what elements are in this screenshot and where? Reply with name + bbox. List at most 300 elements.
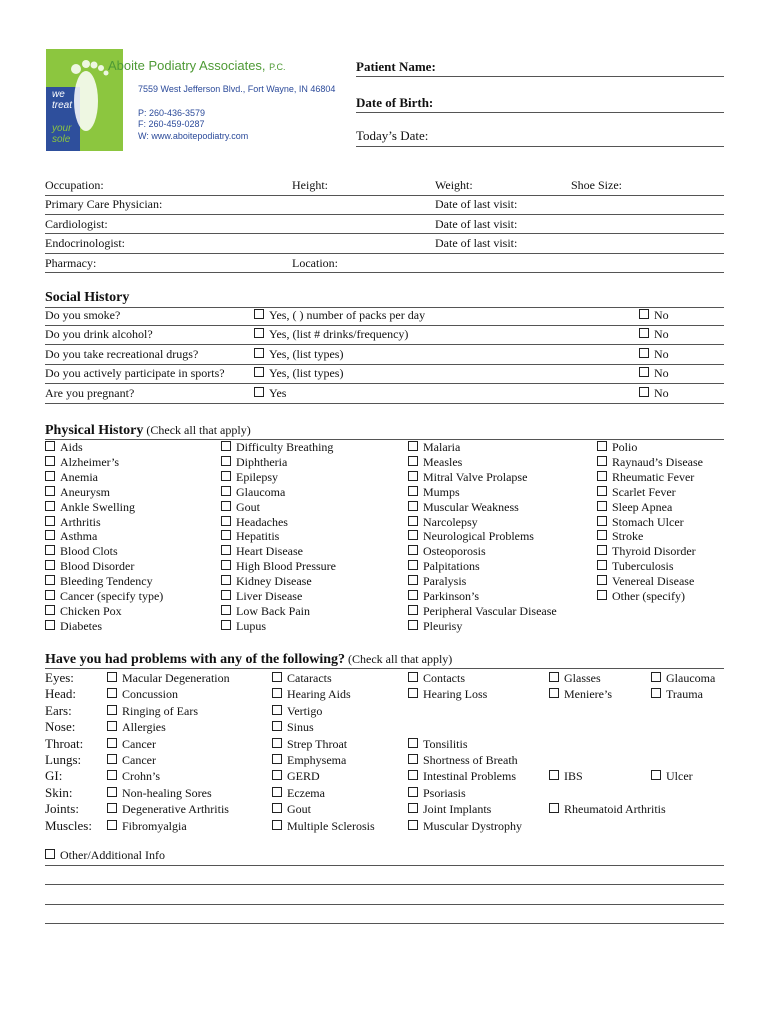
- occupation-field[interactable]: [45, 195, 724, 196]
- option-label: Degenerative Arthritis: [122, 802, 229, 817]
- option-label: Diabetes: [60, 618, 102, 633]
- checkbox[interactable]: [272, 803, 282, 813]
- checkbox[interactable]: [597, 516, 607, 526]
- problems-column-3: [408, 670, 522, 834]
- option-label: Scarlet Fever: [612, 484, 676, 499]
- patient-name-field[interactable]: [356, 76, 724, 77]
- condition-checkbox-item[interactable]: [597, 529, 703, 544]
- checkbox[interactable]: [221, 516, 231, 526]
- option-label: Pleurisy: [423, 618, 463, 633]
- condition-checkbox-item[interactable]: [597, 500, 703, 515]
- condition-checkbox-item[interactable]: [597, 589, 703, 604]
- checkbox[interactable]: [107, 721, 117, 731]
- option-label: GERD: [287, 769, 320, 784]
- social-yes-option[interactable]: [254, 327, 408, 342]
- option-label: Epilepsy: [236, 469, 278, 484]
- checkbox[interactable]: [272, 721, 282, 731]
- practice-phone: P: 260-436-3579: [138, 108, 206, 118]
- condition-checkbox-item[interactable]: [45, 515, 163, 530]
- checkbox[interactable]: [221, 441, 231, 451]
- problem-checkbox-item[interactable]: [272, 670, 375, 686]
- condition-checkbox-item[interactable]: [597, 485, 703, 500]
- condition-checkbox-item[interactable]: [408, 559, 557, 574]
- problem-checkbox-item[interactable]: [272, 719, 375, 735]
- problem-checkbox-item[interactable]: [272, 686, 375, 702]
- cardiologist-field[interactable]: [45, 233, 724, 234]
- option-label: Venereal Disease: [612, 574, 695, 589]
- checkbox[interactable]: [408, 688, 418, 698]
- social-row-rule: [45, 383, 724, 384]
- condition-checkbox-item[interactable]: [597, 470, 703, 485]
- problem-checkbox-item[interactable]: [107, 752, 230, 768]
- checkbox[interactable]: [408, 441, 418, 451]
- todays-date-label: Today’s Date:: [356, 128, 429, 143]
- condition-checkbox-item[interactable]: [45, 455, 163, 470]
- problem-checkbox-item[interactable]: [107, 719, 230, 735]
- checkbox[interactable]: [221, 501, 231, 511]
- option-label: Cataracts: [287, 671, 332, 685]
- option-label: Gout: [287, 802, 311, 817]
- problem-checkbox-item[interactable]: [408, 785, 522, 801]
- checkbox[interactable]: [221, 620, 231, 630]
- option-label: Hepatitis: [236, 529, 280, 544]
- option-label: Asthma: [60, 529, 98, 544]
- problems-column-4: [549, 670, 666, 834]
- checkbox[interactable]: [408, 575, 418, 585]
- checkbox[interactable]: [45, 605, 55, 615]
- condition-checkbox-item[interactable]: [221, 529, 336, 544]
- option-label: Intestinal Problems: [423, 769, 516, 784]
- physical-history-subtitle: (Check all that apply): [146, 423, 251, 437]
- checkbox[interactable]: [408, 738, 418, 748]
- empty-cell: [651, 736, 715, 752]
- option-label: Multiple Sclerosis: [287, 818, 375, 833]
- problem-checkbox-item[interactable]: [272, 736, 375, 752]
- social-yes-option[interactable]: [254, 308, 425, 323]
- option-label: Kidney Disease: [236, 574, 312, 589]
- empty-cell: [651, 752, 715, 768]
- problem-checkbox-item[interactable]: [272, 785, 375, 801]
- checkbox[interactable]: [597, 486, 607, 496]
- condition-checkbox-item[interactable]: [221, 440, 336, 455]
- todays-date-field[interactable]: [356, 146, 724, 147]
- option-label: Trauma: [666, 687, 703, 702]
- social-yes-option[interactable]: [254, 366, 343, 381]
- social-row-rule: [45, 344, 724, 345]
- checkbox[interactable]: [45, 545, 55, 555]
- other-info-line-4[interactable]: [45, 923, 724, 924]
- checkbox[interactable]: [272, 738, 282, 748]
- problem-checkbox-item[interactable]: [408, 752, 522, 768]
- option-label: Cancer: [122, 736, 156, 751]
- pharmacy-label: Pharmacy:: [45, 256, 97, 270]
- checkbox[interactable]: [45, 560, 55, 570]
- condition-checkbox-item[interactable]: [45, 604, 163, 619]
- problem-checkbox-item[interactable]: [107, 818, 230, 834]
- checkbox[interactable]: [272, 787, 282, 797]
- checkbox[interactable]: [597, 545, 607, 555]
- checkbox[interactable]: [639, 309, 649, 319]
- option-label: Blood Disorder: [60, 559, 135, 574]
- problem-area-label: Nose:: [45, 719, 76, 735]
- checkbox[interactable]: [272, 672, 282, 682]
- checkbox[interactable]: [651, 770, 661, 780]
- problem-checkbox-item[interactable]: [408, 686, 522, 702]
- weight-label: Weight:: [435, 178, 473, 192]
- checkbox[interactable]: [45, 441, 55, 451]
- problem-checkbox-item[interactable]: [651, 686, 715, 702]
- condition-checkbox-item[interactable]: [597, 515, 703, 530]
- problems-subtitle: (Check all that apply): [348, 652, 453, 666]
- option-label: Joint Implants: [423, 802, 492, 817]
- checkbox[interactable]: [408, 820, 418, 830]
- condition-checkbox-item[interactable]: [221, 544, 336, 559]
- checkbox[interactable]: [254, 348, 264, 358]
- pharmacy-field[interactable]: [45, 272, 724, 273]
- option-label: No: [654, 327, 669, 341]
- checkbox[interactable]: [597, 456, 607, 466]
- checkbox[interactable]: [408, 770, 418, 780]
- option-label: Emphysema: [287, 752, 347, 767]
- problem-checkbox-item[interactable]: [272, 752, 375, 768]
- option-label: Allergies: [122, 720, 166, 735]
- option-label: Low Back Pain: [236, 603, 310, 618]
- checkbox[interactable]: [408, 754, 418, 764]
- social-no-option[interactable]: [639, 366, 669, 381]
- problem-checkbox-item[interactable]: [651, 670, 715, 686]
- problem-area-label: Head:: [45, 686, 77, 702]
- checkbox[interactable]: [272, 688, 282, 698]
- checkbox[interactable]: [221, 545, 231, 555]
- empty-cell: [549, 752, 666, 768]
- option-label: Psoriasis: [423, 785, 466, 800]
- condition-checkbox-item[interactable]: [597, 455, 703, 470]
- problem-checkbox-item[interactable]: [408, 768, 522, 784]
- option-label: No: [654, 347, 669, 361]
- checkbox[interactable]: [254, 387, 264, 397]
- problem-checkbox-item[interactable]: [549, 670, 666, 686]
- checkbox[interactable]: [45, 486, 55, 496]
- empty-cell: [651, 703, 715, 719]
- option-label: Vertigo: [287, 703, 323, 718]
- condition-checkbox-item[interactable]: [45, 470, 163, 485]
- problem-area-label: Skin:: [45, 784, 73, 800]
- checkbox[interactable]: [254, 328, 264, 338]
- checkbox[interactable]: [408, 501, 418, 511]
- checkbox[interactable]: [408, 672, 418, 682]
- checkbox[interactable]: [408, 456, 418, 466]
- problem-checkbox-item[interactable]: [107, 768, 230, 784]
- checkbox[interactable]: [597, 575, 607, 585]
- empty-cell: [408, 703, 522, 719]
- checkbox[interactable]: [408, 590, 418, 600]
- option-label: Muscular Dystrophy: [423, 818, 522, 833]
- condition-checkbox-item[interactable]: [597, 440, 703, 455]
- checkbox[interactable]: [639, 348, 649, 358]
- checkbox[interactable]: [408, 803, 418, 813]
- condition-checkbox-item[interactable]: [45, 589, 163, 604]
- checkbox[interactable]: [408, 787, 418, 797]
- checkbox[interactable]: [221, 486, 231, 496]
- checkbox[interactable]: [221, 560, 231, 570]
- problem-checkbox-item[interactable]: [549, 768, 666, 784]
- condition-checkbox-item[interactable]: [221, 589, 336, 604]
- option-label: High Blood Pressure: [236, 559, 336, 574]
- social-question: Do you actively participate in sports?: [45, 366, 225, 380]
- condition-checkbox-item[interactable]: [221, 470, 336, 485]
- option-label: Thyroid Disorder: [612, 544, 696, 559]
- cardiologist-last-visit-label: Date of last visit:: [435, 217, 518, 231]
- problem-checkbox-item[interactable]: [549, 686, 666, 702]
- checkbox[interactable]: [272, 820, 282, 830]
- option-label: Meniere’s: [564, 687, 612, 702]
- condition-checkbox-item[interactable]: [597, 574, 703, 589]
- pcp-field[interactable]: [45, 214, 724, 215]
- checkbox[interactable]: [597, 501, 607, 511]
- problem-checkbox-item[interactable]: [107, 703, 230, 719]
- checkbox[interactable]: [107, 705, 117, 715]
- problem-checkbox-item[interactable]: [107, 785, 230, 801]
- practice-address: 7559 West Jefferson Blvd., Fort Wayne, IN 46804: [138, 84, 336, 94]
- practice-website: W: www.aboitepodiatry.com: [138, 131, 249, 141]
- social-no-option[interactable]: [639, 308, 669, 323]
- problem-checkbox-item[interactable]: [549, 801, 666, 817]
- social-question: Do you take recreational drugs?: [45, 347, 199, 361]
- checkbox[interactable]: [45, 849, 55, 859]
- empty-cell: [549, 818, 666, 834]
- checkbox[interactable]: [221, 530, 231, 540]
- problem-checkbox-item[interactable]: [272, 801, 375, 817]
- condition-checkbox-item[interactable]: [221, 619, 336, 634]
- checkbox[interactable]: [408, 620, 418, 630]
- option-label: Yes, (list types): [269, 366, 344, 380]
- checkbox[interactable]: [107, 803, 117, 813]
- checkbox[interactable]: [45, 590, 55, 600]
- logo-word-1: we: [52, 89, 65, 100]
- condition-checkbox-item[interactable]: [408, 619, 557, 634]
- problem-area-label: Eyes:: [45, 670, 74, 685]
- practice-name: Aboite Podiatry Associates, P.C.: [108, 58, 286, 73]
- condition-checkbox-item[interactable]: [597, 559, 703, 574]
- other-info-item[interactable]: [45, 848, 165, 863]
- checkbox[interactable]: [408, 486, 418, 496]
- condition-checkbox-item[interactable]: [221, 455, 336, 470]
- problem-checkbox-item[interactable]: [107, 736, 230, 752]
- option-label: No: [654, 308, 669, 322]
- problem-checkbox-item[interactable]: [408, 801, 522, 817]
- problem-checkbox-item[interactable]: [651, 768, 715, 784]
- checkbox[interactable]: [639, 387, 649, 397]
- social-no-option[interactable]: [639, 347, 669, 362]
- checkbox[interactable]: [597, 441, 607, 451]
- option-label: Malaria: [423, 440, 461, 454]
- checkbox[interactable]: [408, 471, 418, 481]
- checkbox[interactable]: [221, 456, 231, 466]
- checkbox[interactable]: [549, 688, 559, 698]
- condition-checkbox-item[interactable]: [221, 574, 336, 589]
- option-label: Diphtheria: [236, 454, 288, 469]
- checkbox[interactable]: [45, 516, 55, 526]
- checkbox[interactable]: [45, 620, 55, 630]
- checkbox[interactable]: [651, 688, 661, 698]
- condition-checkbox-item[interactable]: [221, 559, 336, 574]
- condition-checkbox-item[interactable]: [408, 515, 557, 530]
- social-yes-option[interactable]: [254, 347, 343, 362]
- checkbox[interactable]: [408, 545, 418, 555]
- checkbox[interactable]: [221, 575, 231, 585]
- checkbox[interactable]: [107, 672, 117, 682]
- condition-checkbox-item[interactable]: [45, 559, 163, 574]
- condition-checkbox-item[interactable]: [408, 604, 557, 619]
- empty-cell: [651, 719, 715, 735]
- other-info-line-2[interactable]: [45, 884, 724, 885]
- option-label: Hearing Loss: [423, 687, 488, 702]
- checkbox[interactable]: [549, 803, 559, 813]
- checkbox[interactable]: [45, 501, 55, 511]
- checkbox[interactable]: [221, 605, 231, 615]
- problem-checkbox-item[interactable]: [107, 801, 230, 817]
- problem-checkbox-item[interactable]: [272, 703, 375, 719]
- condition-checkbox-item[interactable]: [408, 455, 557, 470]
- checkbox[interactable]: [45, 530, 55, 540]
- checkbox[interactable]: [254, 309, 264, 319]
- condition-checkbox-item[interactable]: [45, 500, 163, 515]
- condition-checkbox-item[interactable]: [221, 485, 336, 500]
- option-label: Liver Disease: [236, 589, 303, 604]
- social-question: Are you pregnant?: [45, 386, 135, 400]
- condition-checkbox-item[interactable]: [408, 529, 557, 544]
- checkbox[interactable]: [549, 770, 559, 780]
- condition-checkbox-item[interactable]: [221, 604, 336, 619]
- social-yes-option[interactable]: [254, 386, 286, 401]
- checkbox[interactable]: [107, 787, 117, 797]
- checkbox[interactable]: [639, 367, 649, 377]
- problem-area-label: Throat:: [45, 735, 84, 751]
- problem-area-labels: [45, 670, 92, 834]
- problem-checkbox-item[interactable]: [408, 818, 522, 834]
- checkbox[interactable]: [597, 471, 607, 481]
- condition-checkbox-item[interactable]: [45, 529, 163, 544]
- condition-checkbox-item[interactable]: [45, 485, 163, 500]
- checkbox[interactable]: [639, 328, 649, 338]
- condition-checkbox-item[interactable]: [45, 544, 163, 559]
- physical-column-2: [221, 440, 336, 634]
- option-label: Narcolepsy: [423, 514, 478, 529]
- other-info-line-3[interactable]: [45, 904, 724, 905]
- option-label: Eczema: [287, 785, 325, 800]
- option-label: Polio: [612, 440, 638, 454]
- checkbox[interactable]: [107, 820, 117, 830]
- social-no-option[interactable]: [639, 386, 669, 401]
- checkbox[interactable]: [597, 560, 607, 570]
- problem-area-label: Ears:: [45, 702, 72, 718]
- checkbox[interactable]: [107, 688, 117, 698]
- option-label: Stroke: [612, 529, 644, 544]
- condition-checkbox-item[interactable]: [408, 500, 557, 515]
- option-label: Peripheral Vascular Disease: [423, 603, 557, 618]
- checkbox[interactable]: [549, 672, 559, 682]
- checkbox[interactable]: [107, 754, 117, 764]
- condition-checkbox-item[interactable]: [45, 619, 163, 634]
- endocrinologist-last-visit-label: Date of last visit:: [435, 236, 518, 250]
- checkbox[interactable]: [408, 605, 418, 615]
- empty-cell: [651, 818, 715, 834]
- problems-column-1: [107, 670, 230, 834]
- other-info-line-1[interactable]: [45, 865, 724, 866]
- checkbox[interactable]: [45, 575, 55, 585]
- dob-field[interactable]: [356, 112, 724, 113]
- condition-checkbox-item[interactable]: [45, 574, 163, 589]
- checkbox[interactable]: [408, 516, 418, 526]
- option-label: Ulcer: [666, 769, 693, 784]
- problem-checkbox-item[interactable]: [272, 818, 375, 834]
- checkbox[interactable]: [272, 754, 282, 764]
- condition-checkbox-item[interactable]: [221, 500, 336, 515]
- checkbox[interactable]: [272, 705, 282, 715]
- condition-checkbox-item[interactable]: [597, 544, 703, 559]
- checkbox[interactable]: [45, 471, 55, 481]
- condition-checkbox-item[interactable]: [408, 470, 557, 485]
- checkbox[interactable]: [221, 590, 231, 600]
- option-label: Hearing Aids: [287, 687, 351, 702]
- shoe-size-label: Shoe Size:: [571, 178, 622, 192]
- option-label: Palpitations: [423, 559, 480, 574]
- option-label: Stomach Ulcer: [612, 514, 684, 529]
- checkbox[interactable]: [408, 560, 418, 570]
- option-label: Chicken Pox: [60, 603, 122, 618]
- problem-checkbox-item[interactable]: [107, 686, 230, 702]
- problem-checkbox-item[interactable]: [408, 736, 522, 752]
- condition-checkbox-item[interactable]: [408, 485, 557, 500]
- condition-checkbox-item[interactable]: [45, 440, 163, 455]
- option-label: Difficulty Breathing: [236, 440, 334, 454]
- checkbox[interactable]: [45, 456, 55, 466]
- checkbox[interactable]: [597, 590, 607, 600]
- empty-cell: [549, 785, 666, 801]
- option-label: Lupus: [236, 618, 266, 633]
- checkbox[interactable]: [272, 770, 282, 780]
- condition-checkbox-item[interactable]: [221, 515, 336, 530]
- problem-checkbox-item[interactable]: [272, 768, 375, 784]
- problem-area-label: Joints:: [45, 801, 79, 817]
- empty-cell: [408, 719, 522, 735]
- checkbox[interactable]: [597, 530, 607, 540]
- logo-word-3: your: [52, 123, 72, 134]
- empty-cell: [549, 736, 666, 752]
- problem-checkbox-item[interactable]: [107, 670, 230, 686]
- problem-area-label: GI:: [45, 768, 63, 784]
- checkbox[interactable]: [254, 367, 264, 377]
- checkbox[interactable]: [651, 672, 661, 682]
- checkbox[interactable]: [107, 738, 117, 748]
- option-label: Heart Disease: [236, 544, 303, 559]
- physical-column-4: [597, 440, 703, 604]
- condition-checkbox-item[interactable]: [408, 574, 557, 589]
- condition-checkbox-item[interactable]: [408, 440, 557, 455]
- patient-name-label: Patient Name:: [356, 59, 436, 74]
- checkbox[interactable]: [408, 530, 418, 540]
- checkbox[interactable]: [221, 471, 231, 481]
- endocrinologist-field[interactable]: [45, 253, 724, 254]
- condition-checkbox-item[interactable]: [408, 589, 557, 604]
- social-no-option[interactable]: [639, 327, 669, 342]
- checkbox[interactable]: [107, 770, 117, 780]
- pcp-last-visit-label: Date of last visit:: [435, 197, 518, 211]
- condition-checkbox-item[interactable]: [408, 544, 557, 559]
- option-label: Raynaud’s Disease: [612, 454, 703, 469]
- problems-column-2: [272, 670, 375, 834]
- problem-checkbox-item[interactable]: [408, 670, 522, 686]
